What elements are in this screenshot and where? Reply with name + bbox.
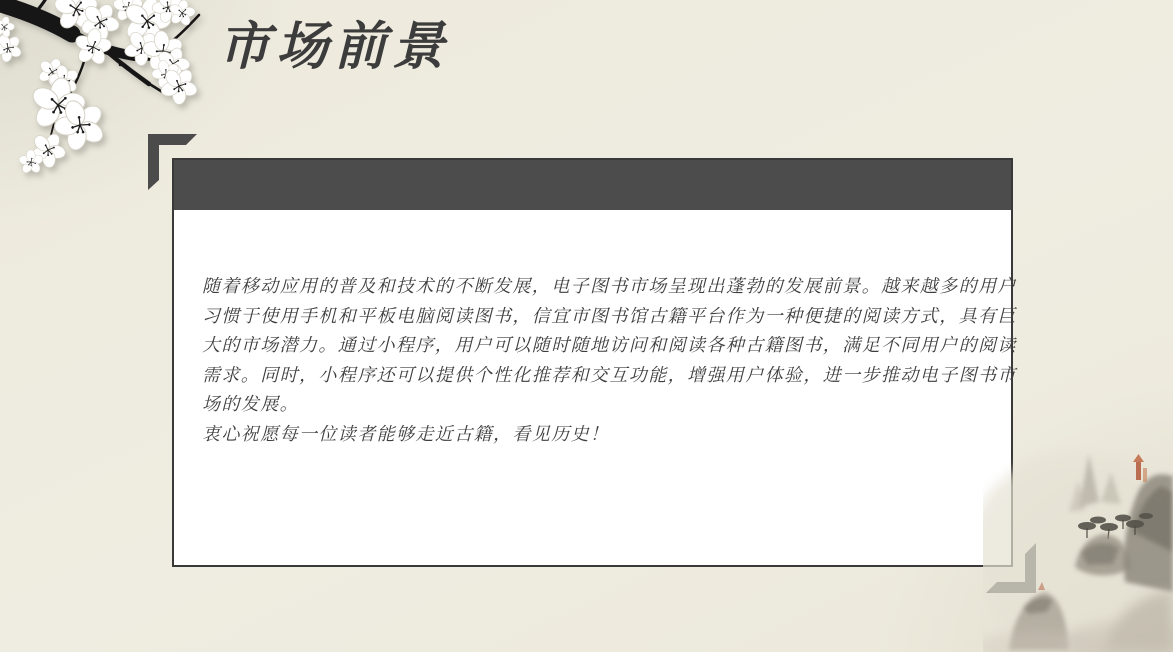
- body-text-block: [202, 272, 1017, 449]
- body-text-line: 习惯于使用手机和平板电脑阅读图书，信宜市图书馆古籍平台作为一种便捷的阅读方式，具有巨: [202, 305, 1017, 326]
- body-text-line: 场的发展。: [202, 394, 299, 414]
- ink-mountain-landscape-icon: [983, 432, 1173, 652]
- content-panel: [172, 158, 1017, 567]
- body-text-line: 随着移动应用的普及和技术的不断发展，电子图书市场呈现出蓬勃的发展前景。越来越多的用户: [202, 276, 1017, 296]
- body-text-line: 衷心祝愿每一位读者能够走近古籍，看见历史！: [202, 423, 610, 444]
- panel-header-bar: [174, 160, 1011, 210]
- body-text-line: 需求。同时，小程序还可以提供个性化推荐和交互功能，增强用户体验，进一步推动电子图书市: [202, 364, 1017, 385]
- body-text-line: 大的市场潜力。通过小程序，用户可以随时随地访问和阅读各种古籍图书，满足不同用户的阅读: [202, 335, 1017, 355]
- page-title: 市场前景: [218, 19, 451, 76]
